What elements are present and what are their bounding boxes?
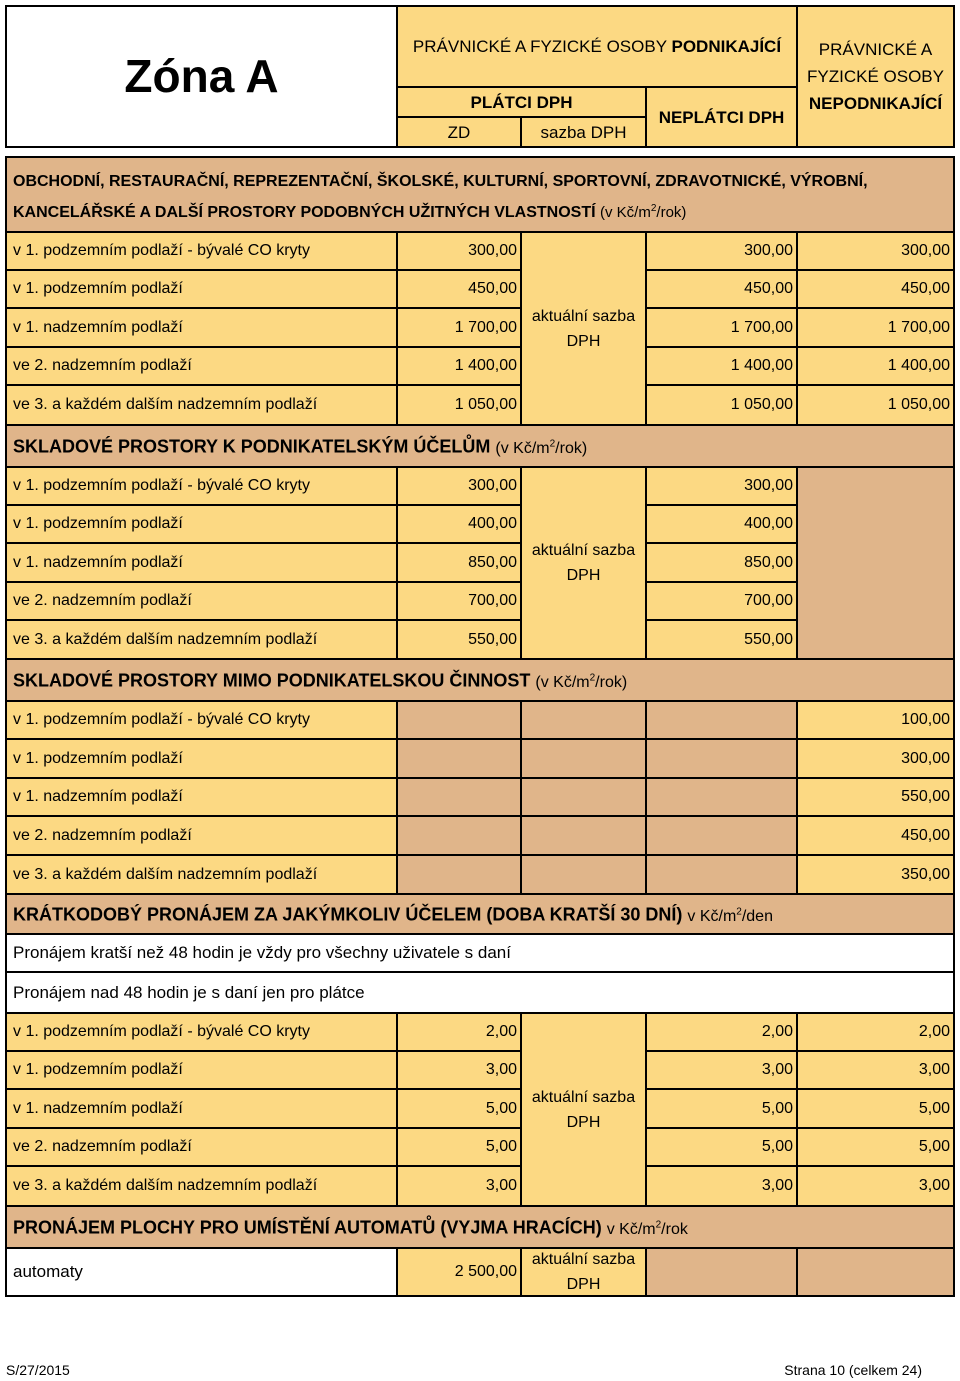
table-row-label: v 1. podzemním podlaží - bývalé CO kryty — [5, 466, 398, 506]
table-cell-nonvat: 450,00 — [645, 269, 798, 309]
table-row-label: v 1. podzemním podlaží — [5, 269, 398, 309]
table-cell-nonent: 550,00 — [796, 777, 955, 817]
table-row-label: v 1. podzemním podlaží — [5, 1050, 398, 1090]
empty-cell — [520, 738, 647, 779]
header-non-vat-payers: NEPLÁTCI DPH — [645, 86, 798, 148]
table-cell-zd: 400,00 — [396, 504, 522, 544]
table-row-label: ve 2. nadzemním podlaží — [5, 1127, 398, 1167]
section-title-short-term: KRÁTKODOBÝ PRONÁJEM ZA JAKÝMKOLIV ÚČELEM (DOBA KRATŠÍ 30 DNÍ) v $Kč/m^2$/den — [5, 893, 955, 935]
table-row-label: v 1. nadzemním podlaží — [5, 1088, 398, 1129]
table-cell-zd: 3,00 — [396, 1050, 522, 1090]
table-cell-zd: 550,00 — [396, 619, 522, 660]
empty-cell — [396, 777, 522, 817]
table-row-label: v 1. nadzemním podlaží — [5, 777, 398, 817]
empty-cell — [396, 738, 522, 779]
note-long-rental: Pronájem nad 48 hodin je s daní jen pro plátce — [5, 971, 955, 1014]
header-vat-payers: PLÁTCI DPH — [396, 86, 647, 118]
table-cell-nonent: 2,00 — [796, 1012, 955, 1052]
table-cell-zd: 2 500,00 — [396, 1247, 522, 1297]
empty-cell — [396, 700, 522, 740]
table-cell-nonvat: 850,00 — [645, 542, 798, 583]
table-cell-nonent: 5,00 — [796, 1088, 955, 1129]
table-row-label: automaty — [5, 1247, 398, 1297]
note-short-rental: Pronájem kratší než 48 hodin je vždy pro všechny uživatele s daní — [5, 933, 955, 973]
vat-rate-merged-cell: aktuální sazba DPH — [520, 231, 647, 426]
table-cell-nonent: 5,00 — [796, 1127, 955, 1167]
empty-cell — [645, 854, 798, 895]
table-cell-zd: 850,00 — [396, 542, 522, 583]
vat-rate-merged-cell: aktuální sazba DPH — [520, 1012, 647, 1207]
table-cell-nonent: 1 400,00 — [796, 346, 955, 386]
empty-cell — [520, 777, 647, 817]
zone-title: Zóna A — [124, 50, 279, 102]
footer-reference: S/27/2015 — [6, 1362, 70, 1378]
table-cell-nonvat: 1 400,00 — [645, 346, 798, 386]
table-cell-nonvat: 5,00 — [645, 1088, 798, 1129]
table-cell-nonent: 1 050,00 — [796, 384, 955, 426]
header-non-entrepreneurs: PRÁVNICKÉ A FYZICKÉ OSOBY NEPODNIKAJÍCÍ — [796, 5, 955, 148]
table-cell-zd: 3,00 — [396, 1165, 522, 1207]
table-cell-nonvat: 3,00 — [645, 1165, 798, 1207]
table-cell-zd: 300,00 — [396, 231, 522, 271]
footer-page-number: Strana 10 (celkem 24) — [784, 1362, 922, 1378]
table-cell-nonent: 3,00 — [796, 1050, 955, 1090]
table-cell-nonent: 3,00 — [796, 1165, 955, 1207]
zone-title-cell — [5, 5, 398, 148]
empty-cell — [396, 854, 522, 895]
table-row-label: ve 3. a každém dalším nadzemním podlaží — [5, 619, 398, 660]
table-cell-nonent: 1 700,00 — [796, 307, 955, 348]
table-cell-zd: 450,00 — [396, 269, 522, 309]
section-title-storage-business: SKLADOVÉ PROSTORY K PODNIKATELSKÝM ÚČELŮM (v $Kč/m^2/rok$) — [5, 424, 955, 468]
table-cell-nonent: 300,00 — [796, 738, 955, 779]
table-row-label: v 1. podzemním podlaží - bývalé CO kryty — [5, 231, 398, 271]
empty-cell — [796, 1247, 955, 1297]
table-cell-nonent: 450,00 — [796, 269, 955, 309]
header-entrepreneurs-prefix: PRÁVNICKÉ A FYZICKÉ OSOBY — [412, 37, 667, 56]
empty-cell — [645, 815, 798, 856]
header-entrepreneurs — [396, 5, 798, 88]
table-cell-nonvat: 1 700,00 — [645, 307, 798, 348]
table-cell-nonvat: 3,00 — [645, 1050, 798, 1090]
table-row-label: v 1. podzemním podlaží - bývalé CO kryty — [5, 1012, 398, 1052]
table-cell-nonvat: 550,00 — [645, 619, 798, 660]
empty-cell — [520, 854, 647, 895]
table-cell-zd: 300,00 — [396, 466, 522, 506]
table-row-label: ve 3. a každém dalším nadzemním podlaží — [5, 1165, 398, 1207]
table-cell-nonvat: 5,00 — [645, 1127, 798, 1167]
table-row-label: v 1. podzemním podlaží — [5, 738, 398, 779]
empty-nonent-block — [796, 466, 955, 660]
header-col-zd: ZD — [396, 116, 522, 148]
table-cell-zd: 5,00 — [396, 1088, 522, 1129]
empty-cell — [645, 1247, 798, 1297]
table-cell-zd: 1 050,00 — [396, 384, 522, 426]
vat-rate-cell: aktuální sazba DPH — [520, 1247, 647, 1297]
table-cell-nonent: 450,00 — [796, 815, 955, 856]
header-entrepreneurs-bold: PODNIKAJÍCÍ — [671, 37, 782, 56]
table-cell-nonvat: 300,00 — [645, 466, 798, 506]
empty-cell — [396, 815, 522, 856]
table-cell-nonent: 100,00 — [796, 700, 955, 740]
empty-cell — [645, 738, 798, 779]
table-cell-nonvat: 1 050,00 — [645, 384, 798, 426]
table-row-label: ve 3. a každém dalším nadzemním podlaží — [5, 854, 398, 895]
table-cell-nonent: 300,00 — [796, 231, 955, 271]
table-row-label: ve 3. a každém dalším nadzemním podlaží — [5, 384, 398, 426]
table-row-label: v 1. nadzemním podlaží — [5, 307, 398, 348]
section-title-commercial: OBCHODNÍ, RESTAURAČNÍ, REPREZENTAČNÍ, ŠKOLSKÉ, KULTURNÍ, SPORTOVNÍ, ZDRAVOTNICKÉ, VÝROBNÍ, KANCELÁŘSKÉ A DALŠÍ PROSTORY PODOBNÝCH UŽITNÝCH VLASTNOSTÍ (v $Kč/m^2/rok$) — [5, 156, 955, 233]
table-cell-nonvat: 300,00 — [645, 231, 798, 271]
header-col-vat-rate: sazba DPH — [520, 116, 647, 148]
table-cell-nonvat: 700,00 — [645, 581, 798, 621]
table-row-label: ve 2. nadzemním podlaží — [5, 581, 398, 621]
table-cell-zd: 1 700,00 — [396, 307, 522, 348]
empty-cell — [520, 700, 647, 740]
empty-cell — [645, 777, 798, 817]
vat-rate-merged-cell: aktuální sazba DPH — [520, 466, 647, 660]
table-cell-zd: 1 400,00 — [396, 346, 522, 386]
table-cell-nonvat: 400,00 — [645, 504, 798, 544]
table-row-label: v 1. podzemním podlaží - bývalé CO kryty — [5, 700, 398, 740]
table-row-label: v 1. podzemním podlaží — [5, 504, 398, 544]
table-cell-zd: 700,00 — [396, 581, 522, 621]
table-row-label: ve 2. nadzemním podlaží — [5, 346, 398, 386]
section-title-vending: PRONÁJEM PLOCHY PRO UMÍSTĚNÍ AUTOMATŮ (VYJMA HRACÍCH) v $Kč/m^2$/rok — [5, 1205, 955, 1249]
table-row-label: ve 2. nadzemním podlaží — [5, 815, 398, 856]
table-cell-nonvat: 2,00 — [645, 1012, 798, 1052]
empty-cell — [520, 815, 647, 856]
section-title-storage-nonbusiness: SKLADOVÉ PROSTORY MIMO PODNIKATELSKOU ČINNOST (v $Kč/m^2/rok$) — [5, 658, 955, 702]
empty-cell — [645, 700, 798, 740]
table-cell-nonent: 350,00 — [796, 854, 955, 895]
table-row-label: v 1. nadzemním podlaží — [5, 542, 398, 583]
table-cell-zd: 5,00 — [396, 1127, 522, 1167]
table-cell-zd: 2,00 — [396, 1012, 522, 1052]
